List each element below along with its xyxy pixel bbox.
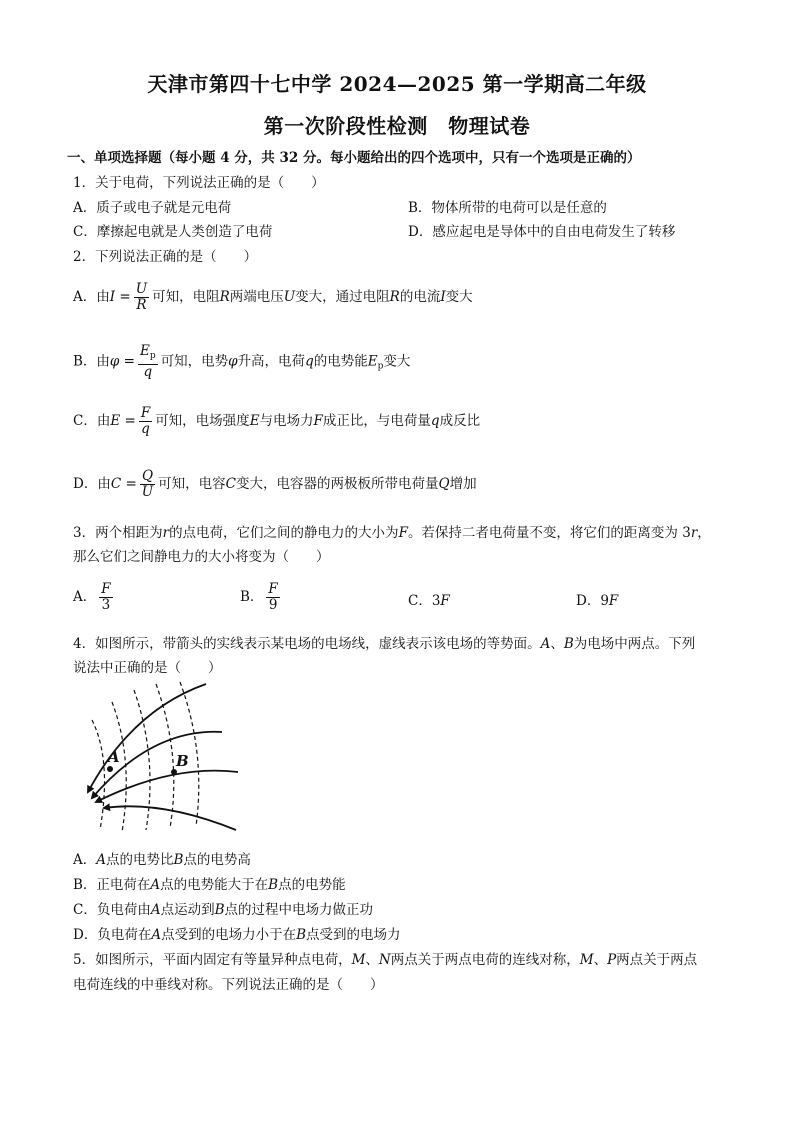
q2-b-var-3-sub: p	[377, 361, 384, 372]
q1-option-c: C．摩擦起电就是人类创造了电荷	[73, 224, 273, 240]
q2-b-lhs: φ	[109, 353, 120, 370]
q2-d-var-1: C	[225, 476, 237, 492]
q2-a-numerator: U	[135, 281, 148, 297]
q4-option-d	[73, 925, 401, 945]
q5-text-e: 两点关于两点	[616, 952, 698, 968]
exam-title-subject: 第一次阶段性检测 物理试卷	[263, 114, 531, 138]
electric-field-figure	[72, 680, 240, 840]
q3-a-numerator: F	[101, 581, 111, 597]
q4-stem-line1	[73, 634, 695, 654]
q4-c-text-2: 点运动到	[160, 902, 215, 918]
q4-text-c: 为电场中两点。下列	[573, 636, 696, 652]
q2-d-var-2: Q	[438, 476, 450, 492]
q2-option-d: D．由C = $\frac{Q}{U}$ 可知，电容C变大，电容器的两极板所带电荷量Q增加	[73, 468, 477, 500]
q3-a-label: A．	[73, 589, 97, 605]
q4-d-var-2: B	[296, 927, 306, 943]
q2-b-prefix: B．由	[73, 353, 110, 370]
q2-d-denominator: U	[141, 484, 154, 500]
q3-b-numerator: F	[268, 581, 278, 597]
q3-var-2: F	[398, 525, 408, 541]
q2-a-text-4: 的电流	[399, 289, 441, 305]
q2-d-text-1: 可知，电容	[158, 476, 226, 492]
q2-c-var-2: F	[313, 413, 323, 429]
q2-a-lhs: I	[109, 289, 116, 305]
q3-text-a: 3．两个相距为	[73, 525, 163, 541]
q3-d-var: F	[608, 593, 619, 609]
q4-c-var-2: B	[214, 902, 225, 918]
q2-a-text-2: 两端电压	[229, 289, 284, 305]
field-line-4	[104, 806, 236, 830]
point-a-label: A	[108, 748, 120, 766]
q2-d-numerator: Q	[140, 469, 155, 485]
field-line-3	[96, 771, 238, 802]
q5-text-c: 两点关于两点电荷的连线对称，	[390, 952, 580, 968]
equipotential-line-4	[156, 684, 174, 828]
q3-var-1: r	[162, 525, 170, 541]
q4-var-1: A	[540, 636, 551, 652]
q3-b-label: B．	[240, 589, 264, 605]
q2-a-var-3: R	[389, 289, 400, 305]
q5-text-b: 、	[365, 952, 379, 968]
q2-b-numerator-main: E	[139, 343, 150, 359]
q2-a-fraction	[134, 282, 149, 313]
q2-c-text-4: 成反比	[439, 413, 481, 429]
q4-b-var-1: A	[150, 877, 161, 893]
q2-a-var-4: I	[440, 289, 446, 305]
q5-text-a: 5．如图所示，平面内固定有等量异种点电荷，	[73, 952, 352, 968]
q5-var-3: M	[579, 952, 594, 968]
q2-d-prefix: D．由	[73, 476, 111, 492]
q5-var-2: N	[378, 952, 391, 968]
q1-option-b: B．物体所带的电荷可以是任意的	[408, 200, 607, 216]
q3-var-3: r	[690, 525, 698, 541]
q4-d-text-1: D．负电荷在	[73, 927, 152, 943]
q2-b-denominator: q	[143, 364, 153, 380]
q2-c-text-1: 可知，电场强度	[155, 413, 250, 429]
q2-b-fraction	[138, 344, 158, 380]
q4-b-var-2: B	[268, 877, 279, 893]
q4-d-text-2: 点受到的电场力小于在	[161, 927, 297, 943]
q3-b-fraction	[266, 582, 279, 613]
q2-c-denominator: q	[141, 421, 150, 437]
field-line-1	[88, 684, 206, 792]
q3-option-a	[73, 582, 116, 613]
q2-stem: 2．下列说法正确的是（ ）	[73, 249, 258, 265]
q2-option-c: C．由E = $\frac{F}{q}$ 可知，电场强度E与电场力F成正比，与电荷量q成反比	[73, 405, 481, 437]
q2-a-text-5: 变大	[445, 289, 473, 305]
q3-stem-line2: 那么它们之间静电力的大小将变为（ ）	[73, 549, 330, 565]
q2-b-var-1: φ	[228, 353, 238, 370]
q4-a-text-3: 点的电势高	[183, 852, 251, 868]
q3-option-c	[408, 591, 450, 611]
q3-d-label: D．9	[576, 593, 609, 609]
q4-stem-line2: 说法中正确的是（ ）	[73, 660, 222, 676]
q3-c-var: F	[440, 593, 450, 609]
q3-text-b: 的点电荷，它们之间的静电力的大小为	[169, 525, 399, 541]
q2-d-fraction	[140, 469, 155, 500]
q2-c-text-3: 成正比，与电荷量	[322, 413, 431, 429]
q1-option-a: A．质子或电子就是元电荷	[73, 200, 232, 216]
q3-b-denominator: 9	[268, 597, 278, 613]
point-b-label: B	[176, 752, 189, 770]
q2-b-text-1: 可知，电势	[160, 353, 229, 370]
q2-c-fraction	[139, 406, 152, 437]
q4-a-text-1: A．	[73, 852, 97, 868]
q3-option-b	[240, 582, 283, 613]
q5-var-1: M	[351, 952, 366, 968]
q2-b-var-2: q	[305, 353, 314, 370]
q1-stem: 1．关于电荷，下列说法正确的是（ ）	[73, 175, 325, 191]
q4-a-var-1: A	[96, 852, 106, 868]
q2-a-text-1: 可知，电阻	[152, 289, 220, 305]
q2-b-numerator-sub: p	[149, 351, 156, 361]
q4-var-2: B	[563, 636, 574, 652]
q2-b-numerator	[138, 344, 158, 365]
q2-b-text-3: 的电势能	[313, 353, 368, 370]
q4-text-b: 、	[550, 636, 564, 652]
q3-a-fraction	[99, 582, 112, 613]
q3-text-c: 。若保持二者电荷量不变，将它们的距离变为 3	[407, 525, 691, 541]
q4-b-text-2: 点的电势能大于在	[160, 877, 269, 893]
q2-c-numerator: F	[140, 405, 151, 421]
exam-title-school: 天津市第四十七中学 2024—2025 第一学期高二年级	[147, 72, 647, 96]
q3-option-d	[576, 591, 618, 611]
q4-option-c	[73, 900, 373, 920]
q2-c-var-3: q	[430, 413, 440, 429]
q4-d-text-3: 点受到的电场力	[306, 927, 401, 943]
q2-d-text-3: 增加	[449, 476, 477, 492]
q4-c-text-1: C．负电荷由	[73, 902, 151, 918]
q2-d-lhs: C	[110, 476, 122, 492]
q2-c-var-1: E	[249, 413, 260, 429]
section-heading-single-choice: 一、单项选择题（每小题 4 分，共 32 分。每小题给出的四个选项中，只有一个选项是正确的）	[67, 150, 641, 166]
equipotential-line-3	[134, 690, 150, 830]
q5-stem-line2: 电荷连线的中垂线对称。下列说法正确的是（ ）	[73, 977, 384, 993]
q2-a-prefix: A．由	[73, 289, 110, 305]
q2-b-text-2: 升高，电荷	[237, 353, 306, 370]
q2-c-lhs: E	[110, 413, 121, 429]
point-a	[107, 766, 113, 772]
q2-c-prefix: C．由	[73, 413, 111, 429]
q4-b-text-1: B．正电荷在	[73, 877, 151, 893]
q2-a-var-2: U	[283, 289, 296, 305]
q5-var-4: P	[607, 952, 617, 968]
q3-c-label: C．3	[408, 593, 441, 609]
q4-a-var-2: B	[173, 852, 184, 868]
q3-a-denominator: 3	[101, 597, 111, 613]
q2-b-var-3: E	[367, 353, 378, 370]
q3-text-d: ，	[697, 525, 711, 541]
q4-a-text-2: 点的电势比	[106, 852, 174, 868]
q2-a-var-1: R	[219, 289, 230, 305]
q2-option-a: A．由I = $\frac{U}{R}$ 可知，电阻R两端电压U变大，通过电阻R的电流I变大	[73, 281, 473, 313]
q4-b-text-3: 点的电势能	[278, 877, 346, 893]
q4-option-b	[73, 875, 346, 895]
q1-option-d: D．感应起电是导体中的自由电荷发生了转移	[408, 224, 676, 240]
q2-d-text-2: 变大，电容器的两极板所带电荷量	[236, 476, 439, 492]
q2-option-b: B．由φ = $\frac{E_p}{q}$ 可知，电势φ升高，电荷q的电势能$E_p$变大	[73, 343, 411, 380]
q5-stem-line1	[73, 950, 697, 970]
q2-a-denominator: R	[136, 297, 147, 313]
q4-d-var-1: A	[151, 927, 162, 943]
q4-text-a: 4．如图所示，带箭头的实线表示某电场的电场线，虚线表示该电场的等势面。	[73, 636, 541, 652]
q5-text-d: 、	[593, 952, 608, 968]
q4-c-var-1: A	[150, 902, 161, 918]
q3-stem-line1	[73, 523, 711, 543]
q4-c-text-3: 点的过程中电场力做正功	[224, 902, 374, 918]
q4-option-a	[73, 850, 251, 870]
q2-a-text-3: 变大，通过电阻	[295, 289, 390, 305]
q2-c-text-2: 与电场力	[259, 413, 314, 429]
q2-b-text-4: 变大	[383, 353, 411, 370]
